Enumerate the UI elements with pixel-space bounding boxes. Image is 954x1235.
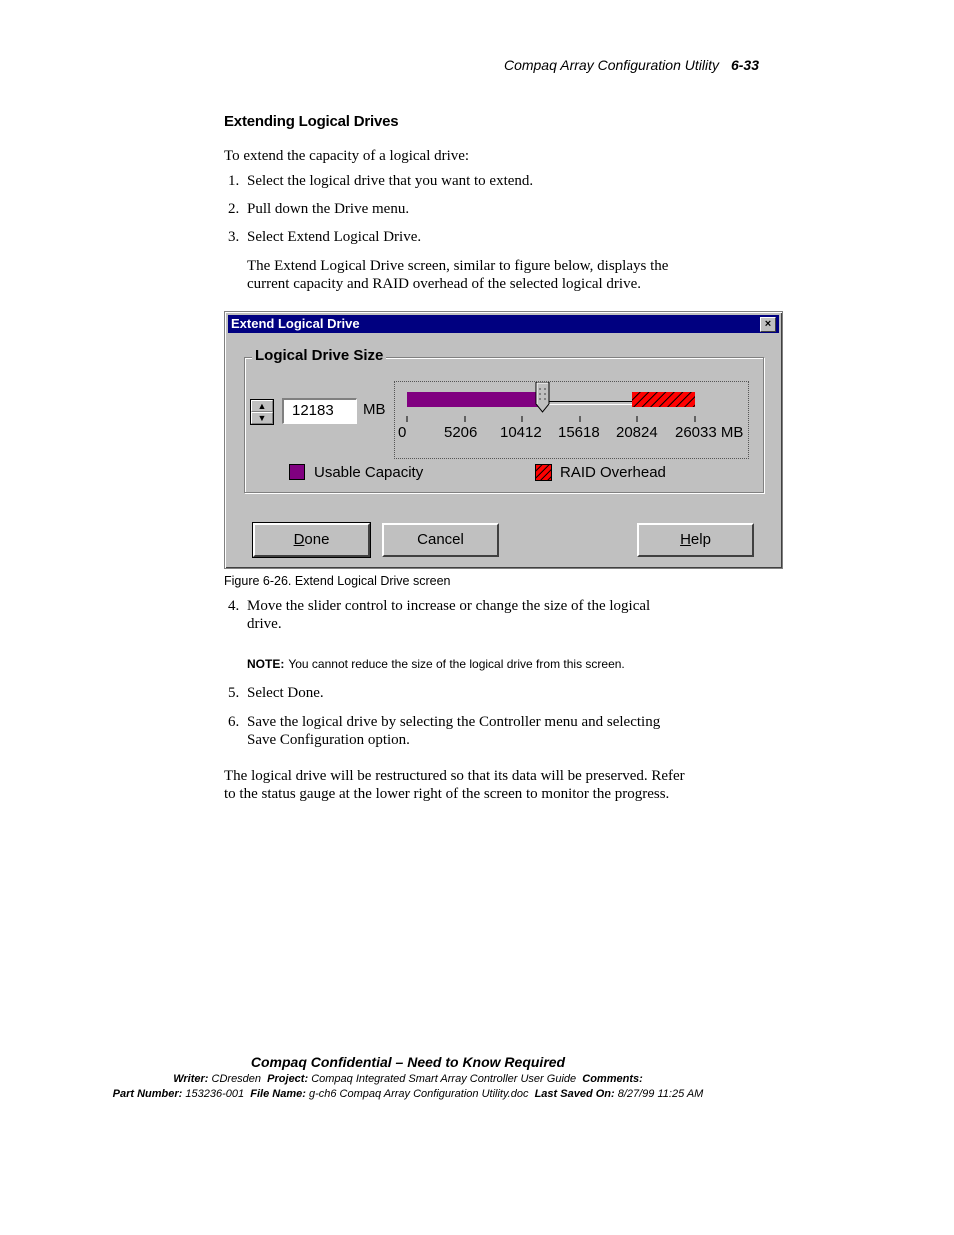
step-number: 5. — [228, 685, 240, 701]
writer-label: Writer: — [173, 1073, 209, 1085]
spin-down-icon[interactable]: ▼ — [251, 412, 273, 424]
step-text: Select the logical drive that you want to extend. — [247, 173, 534, 189]
footer-confidential: Compaq Confidential – Need to Know Required — [250, 1054, 566, 1070]
slider-thumb[interactable] — [536, 382, 549, 412]
file-value: g-ch6 Compaq Array Configuration Utility.doc — [308, 1088, 529, 1100]
help-mnemonic: H — [680, 531, 691, 548]
step-6-line: Save the logical drive by selecting the Controller menu and selecting — [247, 714, 661, 730]
done-mnemonic: D — [293, 531, 305, 548]
close-icon[interactable]: × — [760, 317, 776, 332]
step-number: 1. — [228, 173, 240, 189]
running-header — [0, 57, 759, 73]
step-text: Pull down the Drive menu. — [247, 201, 410, 217]
note — [247, 657, 625, 671]
part-label: Part Number: — [112, 1088, 183, 1100]
step-4-line: drive. — [247, 615, 282, 632]
step-3-detail-line: The Extend Logical Drive screen, similar to figure below, displays the — [247, 258, 669, 274]
note-label: NOTE: — [247, 657, 285, 671]
section-title: Extending Logical Drives — [224, 113, 399, 130]
step-number: 2. — [228, 201, 240, 217]
step-text — [247, 714, 687, 749]
step-number: 4. — [228, 598, 240, 614]
dialog-title: Extend Logical Drive — [231, 316, 360, 331]
usable-capacity-swatch — [289, 464, 305, 480]
project-label: Project: — [267, 1073, 309, 1085]
project-value: Compaq Integrated Smart Array Controller User Guide — [311, 1073, 577, 1085]
help-button[interactable] — [637, 523, 754, 557]
extend-logical-drive-dialog — [224, 311, 783, 569]
step-1 — [228, 173, 698, 191]
tick-label: 20824 — [616, 424, 658, 441]
page-number: 6-33 — [730, 57, 759, 73]
size-spinner[interactable] — [250, 399, 274, 425]
tick-label: 15618 — [558, 424, 600, 441]
help-label: elp — [690, 531, 711, 548]
saved-label: Last Saved On: — [534, 1088, 615, 1100]
step-text: Select Extend Logical Drive. — [247, 229, 422, 245]
tick-label: 26033 MB — [675, 424, 744, 441]
writer-value: CDresden — [211, 1073, 262, 1085]
step-4-line: Move the slider control to increase or change the size of the logical — [247, 598, 651, 614]
size-value-input[interactable]: 12183 — [282, 398, 357, 424]
step-4 — [228, 598, 698, 633]
step-text: Select Done. — [247, 685, 324, 701]
running-header-title: Compaq Array Configuration Utility — [503, 57, 719, 73]
step-number: 6. — [228, 714, 240, 730]
tick-label: 5206 — [444, 424, 478, 441]
usable-capacity-label: Usable Capacity — [314, 464, 424, 481]
slider-ticks — [407, 416, 695, 422]
tick-label: 0 — [398, 424, 407, 441]
footer-writer-line — [0, 1073, 885, 1085]
done-button[interactable] — [253, 523, 370, 557]
size-unit-label: MB — [363, 401, 386, 418]
file-label: File Name: — [250, 1088, 306, 1100]
step-3-detail — [247, 258, 707, 293]
step-3-detail-line: current capacity and RAID overhead of the selected logical drive. — [247, 275, 641, 292]
done-label: one — [304, 531, 330, 548]
figure-caption: Figure 6-26. Extend Logical Drive screen — [224, 574, 451, 588]
closing-paragraph — [224, 768, 724, 803]
step-2 — [228, 201, 698, 219]
raid-overhead-label: RAID Overhead — [560, 464, 666, 481]
usable-capacity-bar — [407, 392, 542, 407]
step-5 — [228, 685, 698, 703]
cancel-button[interactable]: Cancel — [382, 523, 499, 557]
step-number: 3. — [228, 229, 240, 245]
step-6-line: Save Configuration option. — [247, 731, 410, 748]
saved-value: 8/27/99 11:25 AM — [617, 1088, 704, 1100]
step-6 — [228, 714, 698, 749]
step-3 — [228, 229, 698, 247]
group-label: Logical Drive Size — [252, 347, 386, 364]
spin-up-icon[interactable]: ▲ — [251, 400, 273, 412]
closing-line: to the status gauge at the lower right of the screen to monitor the progress. — [224, 785, 670, 802]
note-text: You cannot reduce the size of the logical drive from this screen. — [288, 657, 625, 671]
step-text — [247, 598, 687, 633]
intro-text: To extend the capacity of a logical drive: — [224, 148, 470, 164]
dialog-titlebar — [228, 315, 779, 333]
footer-part-line — [0, 1088, 885, 1100]
raid-overhead-bar — [632, 392, 695, 407]
closing-line: The logical drive will be restructured so that its data will be preserved. Refer — [224, 768, 685, 784]
raid-overhead-swatch — [535, 464, 552, 481]
part-value: 153236-001 — [185, 1088, 245, 1100]
tick-label: 10412 — [500, 424, 542, 441]
comments-label: Comments: — [582, 1073, 643, 1085]
